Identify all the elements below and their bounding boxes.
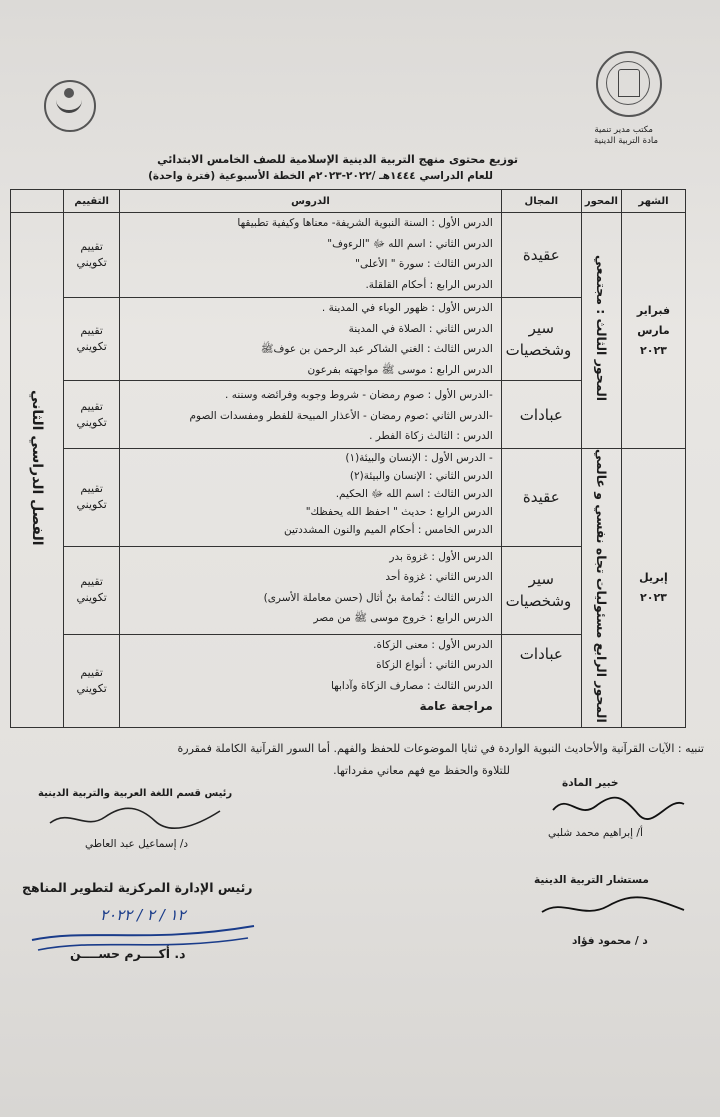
- lessons-cell: [120, 546, 502, 634]
- lesson-item: الدرس الثالث : الغني الشاكر عبد الرحمن بن عوفﷺ: [260, 343, 493, 355]
- evaluation-text: تقييم تكويني: [76, 399, 107, 429]
- domain-cell: [501, 298, 581, 381]
- lesson-item: -الدرس الأول : صوم رمضان - شروط وجوبه وفرائضه وسننه .: [225, 389, 493, 401]
- note-line-2: للتلاوة والحفظ مع فهم معاني مفرداتها.: [333, 764, 510, 777]
- evaluation-text: تقييم تكويني: [76, 575, 107, 604]
- axis-cell-3: [581, 213, 621, 449]
- header-domain: المجال: [501, 190, 581, 213]
- curriculum-logo: [44, 80, 96, 132]
- evaluation-text: تقييم تكويني: [76, 482, 107, 512]
- lessons-cell: [120, 213, 502, 298]
- lessons-cell: [120, 381, 502, 449]
- lesson-item: الدرس الثاني : الإنسان والبيئة(٢): [349, 470, 493, 482]
- lessons-cell: [120, 634, 502, 727]
- month-cell-feb-mar: [621, 213, 685, 449]
- domain-cell: عبادات: [501, 634, 581, 727]
- handwritten-signature: [45, 803, 225, 833]
- lesson-item: الدرس الأول : غزوة بدر: [389, 550, 493, 563]
- lessons-cell: [120, 449, 502, 547]
- lesson-item: الدرس الأول : ظهور الوباء في المدينة .: [321, 302, 493, 314]
- signature-name-subject-expert: أ/ إبراهيم محمد شلبي: [548, 827, 643, 839]
- header-month: الشهر: [621, 190, 685, 213]
- handwritten-date: ١٢ / ٢ / ٢٠٢٢: [100, 906, 186, 924]
- month-name: مارس: [637, 323, 670, 337]
- month-cell-april: [621, 449, 685, 728]
- evaluation-cell: [64, 634, 120, 727]
- domain-cell: [501, 546, 581, 634]
- evaluation-cell: [64, 298, 120, 381]
- office-line-2: مادة التربية الدينية: [594, 136, 658, 146]
- month-name: إبريل: [639, 570, 668, 584]
- lesson-item: الدرس الثاني : غزوة أحد: [385, 571, 493, 584]
- evaluation-cell: [64, 381, 120, 449]
- review-item: مراجعة عامة: [419, 699, 493, 713]
- semester-cell: [11, 213, 64, 728]
- evaluation-text: تقييم تكويني: [76, 324, 107, 353]
- lessons-cell: [120, 298, 502, 381]
- axis-label: المحور الثالث : مجتمعي: [593, 255, 609, 402]
- lesson-item: الدرس الرابع : خروج موسى ﷺ من مصر: [313, 612, 493, 625]
- signature-title-central-admin: رئيس الإدارة المركزية لتطوير المناهج: [22, 880, 253, 895]
- lesson-item: -الدرس الثاني :صوم رمضان - الأعذار المبيحة للفطر ومفسدات الصوم: [189, 409, 493, 422]
- signature-name-religious-advisor: د / محمود فؤاد: [572, 935, 648, 947]
- signature-title-religious-advisor: مستشار التربية الدينية: [534, 874, 649, 886]
- header-lessons: الدروس: [120, 190, 502, 213]
- lesson-item: الدرس الثاني : اسم الله ﷻ "الرءوف": [327, 237, 493, 250]
- lesson-item: الدرس : الثالث زكاة الفطر .: [369, 430, 493, 442]
- evaluation-cell: [64, 449, 120, 547]
- header-evaluation: التقييم: [64, 190, 120, 213]
- domain-cell: عقيدة: [501, 213, 581, 298]
- signature-title-subject-expert: خبير المادة: [562, 777, 619, 789]
- page-title: توزيع محتوى منهج التربية الدينية الإسلامية للصف الخامس الابتدائي: [157, 153, 518, 166]
- domain-cell: عبادات: [501, 381, 581, 449]
- semester-column-header: [11, 190, 64, 213]
- lesson-item: الدرس الرابع : موسى ﷺ مواجهته بفرعون: [307, 363, 493, 376]
- evaluation-text: تقييم تكويني: [76, 665, 107, 695]
- signature-name-department-head: د/ إسماعيل عبد العاطي: [85, 838, 189, 850]
- axis-cell-4: [581, 449, 621, 728]
- lesson-item: الدرس الخامس : أحكام الميم والنون المشددتين: [284, 524, 493, 536]
- lesson-item: الدرس الرابع : أحكام القلقلة.: [365, 278, 493, 291]
- signature-title-department-head: رئيس قسم اللغة العربية والتربية الدينية: [38, 788, 233, 799]
- evaluation-cell: [64, 213, 120, 298]
- lesson-item: الدرس الثالث : مصارف الزكاة وآدابها: [330, 679, 493, 692]
- axis-label: المحور الرابع مسئوليات تجاه نفسي و عالمي: [593, 449, 609, 723]
- ministry-seal-logo: [596, 51, 662, 117]
- office-line-1: مكتب مدير تنمية: [594, 125, 653, 135]
- lesson-item: - الدرس الأول : الإنسان والبيئة(١): [345, 452, 493, 464]
- evaluation-cell: [64, 546, 120, 634]
- month-year: ٢٠٢٣: [640, 343, 667, 357]
- note-line-1: تنبيه : الآيات القرآنية والأحاديث النبوية الواردة في ثنايا الموضوعات للحفظ والفهم. أما السور القرآنية الكاملة فمقررة: [177, 742, 704, 755]
- evaluation-text: تقييم تكويني: [76, 240, 107, 269]
- lesson-item: الدرس الثالث : اسم الله ﷻ الحكيم.: [335, 488, 493, 500]
- lesson-item: الدرس الأول : السنة النبوية الشريفة- معناها وكيفية تطبيقها: [237, 217, 493, 229]
- lesson-item: الدرس الثالث : سورة " الأعلى": [355, 258, 493, 270]
- month-year: ٢٠٢٣: [640, 590, 667, 604]
- semester-label: الفصل الدراسي الثاني: [29, 390, 46, 546]
- domain-text: سير وشخصيات: [505, 570, 572, 610]
- curriculum-table: [10, 189, 686, 728]
- signature-name-central-admin: د. أكــــرم حســــن: [70, 946, 186, 961]
- header-axis: المحور: [581, 190, 621, 213]
- lesson-item: الدرس الأول : معنى الزكاة.: [373, 638, 493, 651]
- handwritten-signature: [538, 890, 688, 924]
- lesson-item: الدرس الرابع : حديث " احفظ الله يحفظك": [305, 506, 493, 518]
- domain-text: سير وشخصيات: [505, 319, 572, 359]
- page-subtitle: للعام الدراسي ١٤٤٤هـ /٢٠٢٢-٢٠٢٣م الخطة الأسبوعية (فترة واحدة): [148, 170, 493, 182]
- lesson-item: الدرس الثاني : أنواع الزكاة: [376, 659, 493, 671]
- lesson-item: الدرس الثالث : ثُمامة بنُ أثال (حسن معاملة الأسرى): [263, 591, 493, 604]
- handwritten-signature: [548, 790, 688, 824]
- domain-cell: عقيدة: [501, 449, 581, 547]
- lesson-item: الدرس الثاني : الصلاة في المدينة: [348, 322, 493, 335]
- month-name: فبراير: [636, 303, 671, 317]
